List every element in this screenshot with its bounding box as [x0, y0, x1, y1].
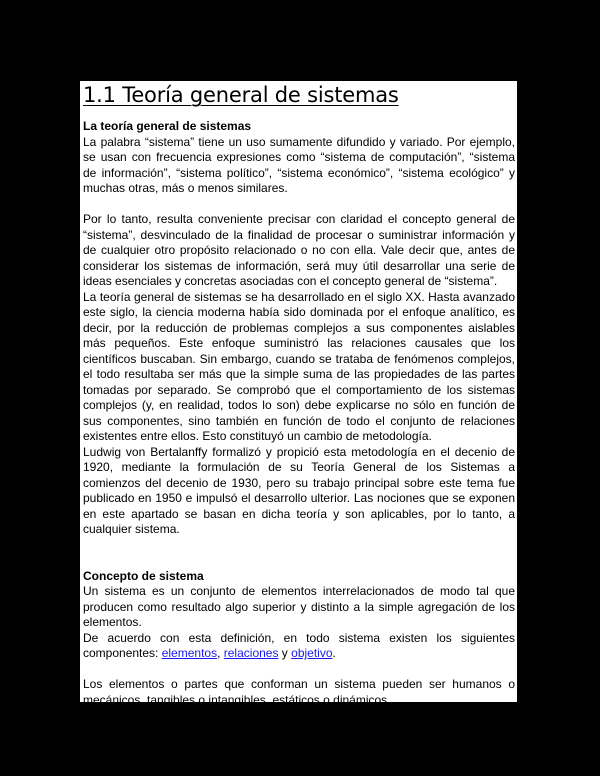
section-concepto-sistema — [83, 569, 515, 771]
separator: , — [217, 646, 224, 660]
paragraph: La teoría general de sistemas se ha desarrollado en el siglo XX. Hasta avanzado este siglo, la ciencia moderna había sido dominada por el enfoque analítico, es decir, por la reducción de problemas complejos a sus componentes aislables más pequeños. Este enfoque suministró las relaciones causales que los científicos buscaban. Sin embargo, cuando se trataba de fenómenos complejos, el todo resultaba ser más que la simple suma de las propiedades de las partes tomadas por separado. Se comprobó que el comportamiento de los sistemas complejos (y, en realidad, todos lo son) debe explicarse no sólo en función de sus componentes, sino también en función de todo el conjunto de relaciones existentes entre ellos. Esto constituyó un cambio de metodología. — [83, 289, 515, 443]
document-page — [80, 81, 517, 769]
paragraph: La palabra “sistema” tiene un uso sumamente difundido y variado. Por ejemplo, se usan con frecuencia expresiones como “sistema de computación”, “sistema de información”, “sistema político”, “sistema económico”, “sistema ecológico” y muchas otras, más o menos similares. — [83, 134, 515, 195]
section-teoria-general — [83, 119, 515, 538]
paragraph: Ludwig von Bertalanffy formalizó y propició esta metodología en el decenio de 1920, mediante la formulación de su Teoría General de los Sistemas a comienzos del decenio de 1930, pero su trabajo principal sobre este tema fue publicado en 1950 e impulsó el desarrollo ulterior. Las nociones que se exponen en este apartado se basan en dicha teoría y son aplicables, por lo tanto, a cualquier sistema. — [83, 444, 515, 536]
paragraph-components — [83, 631, 515, 662]
section-heading: Concepto de sistema — [83, 568, 204, 583]
paragraph: Por lo tanto, resulta conveniente precisar con claridad el concepto general de “sistema”, desvinculado de la finalidad de procesar o suministrar información y de cualquier otro propósito relacionado o no con ella. Vale decir que, antes de considerar los sistemas de información, será muy útil desarrollar una serie de ideas esenciales y concretas asociadas con el concepto general de “sistema”. — [83, 212, 515, 288]
paragraph-text: De acuerdo con esta definición, en todo sistema existen los siguientes componentes: — [83, 630, 515, 660]
separator: y — [278, 646, 292, 660]
document-content — [83, 81, 515, 770]
period: . — [332, 646, 336, 660]
section-heading: La teoría general de sistemas — [83, 119, 252, 133]
paragraph: Los elementos o partes que conforman un sistema pueden ser humanos o mecánicos, tangibles o intangibles, estáticos o dinámicos. — [83, 677, 515, 707]
paragraph: Las relaciones entre los elementos son las que hacen que todo sistema sea complejo. La importancia de las relaciones, tanto en el análisis y el diseño como en el comportamiento del sistema, es fundamental. Se considera que los elementos no relacionados no forman parte del sistema. Se pueden observar — [83, 708, 515, 769]
paragraph: Un sistema es un conjunto de elementos interrelacionados de modo tal que producen como resultado algo superior y distinto a la simple agregación de los elementos. — [83, 584, 515, 629]
page-title: 1.1 Teoría general de sistemas — [83, 83, 399, 107]
link-objetivo[interactable]: objetivo — [291, 646, 333, 660]
link-relaciones[interactable]: relaciones — [223, 646, 279, 660]
link-elementos[interactable]: elementos — [161, 646, 218, 660]
